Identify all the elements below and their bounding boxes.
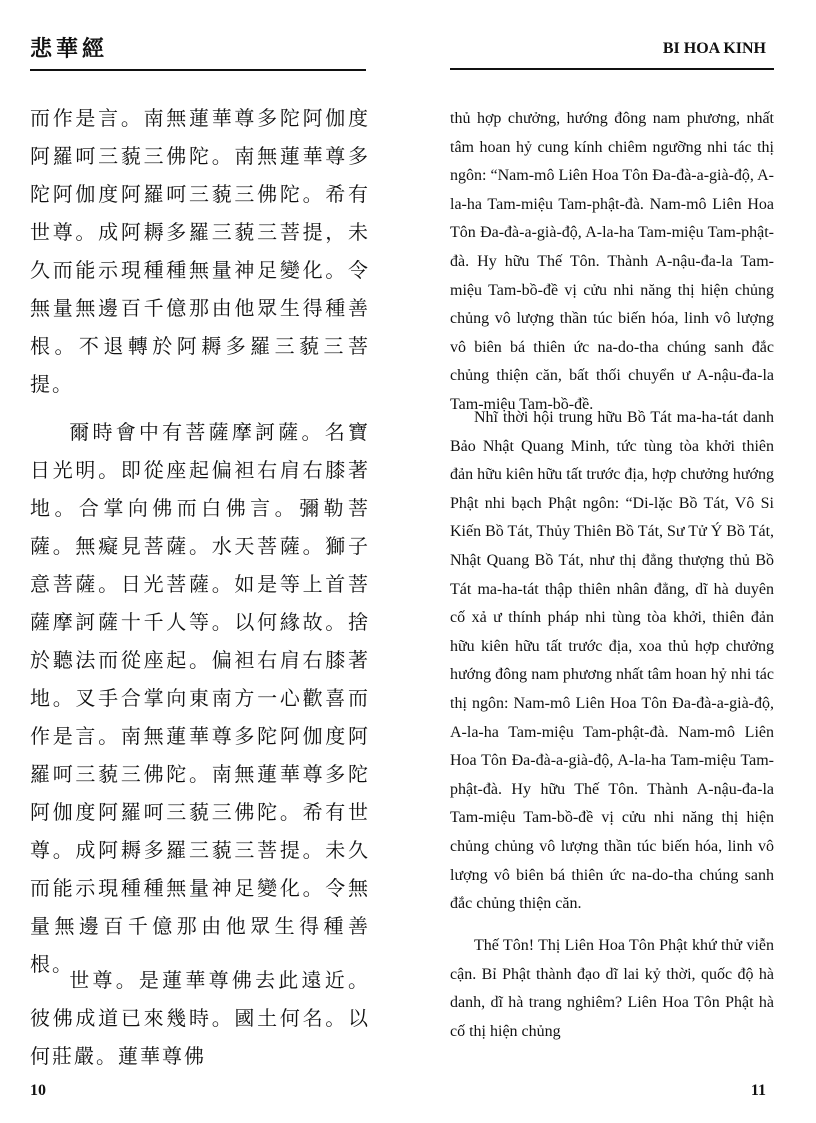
right-paragraph-2 <box>450 404 774 919</box>
left-paragraph-3-text: 世尊。是蓮華尊佛去此遠近。彼佛成道已來幾時。國土何名。以何莊嚴。蓮華尊佛 <box>30 968 370 1068</box>
left-paragraph-2 <box>30 413 370 983</box>
left-header-rule <box>30 69 366 71</box>
left-paragraph-1-text: 而作是言。南無蓮華尊多陀阿伽度阿羅呵三藐三佛陀。南無蓮華尊多陀阿伽度阿羅呵三藐三佛陀。希有世尊。成阿耨多羅三藐三菩提，未久而能示現種種無量神足變化。令無量無邊百千億那由他眾生得種善根。不退轉於阿耨多羅三藐三菩提。 <box>30 106 370 396</box>
right-paragraph-1-text: thủ hợp chưởng, hướng đông nam phương, nhất tâm hoan hỷ cung kính chiêm ngưỡng nhi tác thị ngôn: “Nam-mô Liên Hoa Tôn Đa-đà-a-già-độ, A-la-ha Tam-miệu Tam-phật-đà. Nam-mô Liên Hoa Tôn Đa-đà-a-già-độ, A-la-ha Tam-miệu Tam-phật-đà. Hy hữu Thế Tôn. Thành A-nậu-đa-la Tam-miệu Tam-bồ-đề vị cửu nhi năng thị hiện chủng chủng vô lượng thần túc biến hóa, linh vô lượng vô biên bá thiên ức na-do-tha chúng sanh đắc chủng thiện căn, bất thối chuyển ư A-nậu-đa-la Tam-miệu Tam-bồ-đề. <box>450 110 774 413</box>
right-paragraph-1 <box>450 105 774 420</box>
left-paragraph-3 <box>30 961 370 1075</box>
left-paragraph-1 <box>30 99 370 403</box>
left-paragraph-2-text: 爾時會中有菩薩摩訶薩。名寶日光明。即從座起偏袒右肩右膝著地。合掌向佛而白佛言。彌勒菩薩。無癡見菩薩。水天菩薩。獅子意菩薩。日光菩薩。如是等上首菩薩摩訶薩十千人等。以何緣故。捨於聽法而從座起。偏袒右肩右膝著地。叉手合掌向東南方一心歡喜而作是言。南無蓮華尊多陀阿伽度阿羅呵三藐三佛陀。南無蓮華尊多陀阿伽度阿羅呵三藐三佛陀。希有世尊。成阿耨多羅三藐三菩提。未久而能示現種種無量神足變化。令無量無邊百千億那由他眾生得種善根。 <box>30 420 370 976</box>
left-page-number: 10 <box>30 1082 46 1099</box>
left-page-header: 悲華經 <box>30 36 109 62</box>
right-page-header: BI HOA KINH <box>662 40 766 57</box>
right-paragraph-3 <box>450 932 774 1046</box>
right-paragraph-2-text: Nhĩ thời hội trung hữu Bồ Tát ma-ha-tát danh Bảo Nhật Quang Minh, tức tùng tòa khởi thiên đản hữu kiên hữu tất trước địa, hợp chưởng hướng Phật nhi bạch Phật ngôn: “Di-lặc Bồ Tát, Vô Si Kiến Bồ Tát, Thủy Thiên Bồ Tát, Sư Tử Ý Bồ Tát, Nhật Quang Bồ Tát, như thị đẳng thượng thủ Bồ Tát ma-ha-tát thập thiên nhân đẳng, dĩ hà duyên cố xả ư thính pháp nhi tùng tòa khởi, thiên đản hữu kiên hữu tất trước địa, xoa thủ hợp chưởng hướng đông nam phương nhất tâm hoan hỷ nhi tác thị ngôn: Nam-mô Liên Hoa Tôn Đa-đà-a-già-độ, A-la-ha Tam-miệu Tam-phật-đà. Nam-mô Liên Hoa Tôn Đa-đà-a-già-độ, A-la-ha Tam-miệu Tam-phật-đà. Hy hữu Thế Tôn. Thành A-nậu-đa-la Tam-miệu Tam-bồ-đề vị cửu nhi năng thị hiện chủng chủng vô lượng thần túc biến hóa, linh vô lượng vô biên bá thiên ức na-do-tha chúng sanh đắc chủng thiện căn. <box>450 409 775 913</box>
right-page <box>408 0 816 1123</box>
right-header-rule <box>450 68 774 70</box>
right-page-number: 11 <box>750 1082 766 1099</box>
right-paragraph-3-text: Thế Tôn! Thị Liên Hoa Tôn Phật khứ thử viễn cận. Bỉ Phật thành đạo dĩ lai kỷ thời, quốc độ hà danh, dĩ hà trang nghiêm? Liên Hoa Tôn Phật hà cố thị hiện chủng <box>450 937 774 1040</box>
